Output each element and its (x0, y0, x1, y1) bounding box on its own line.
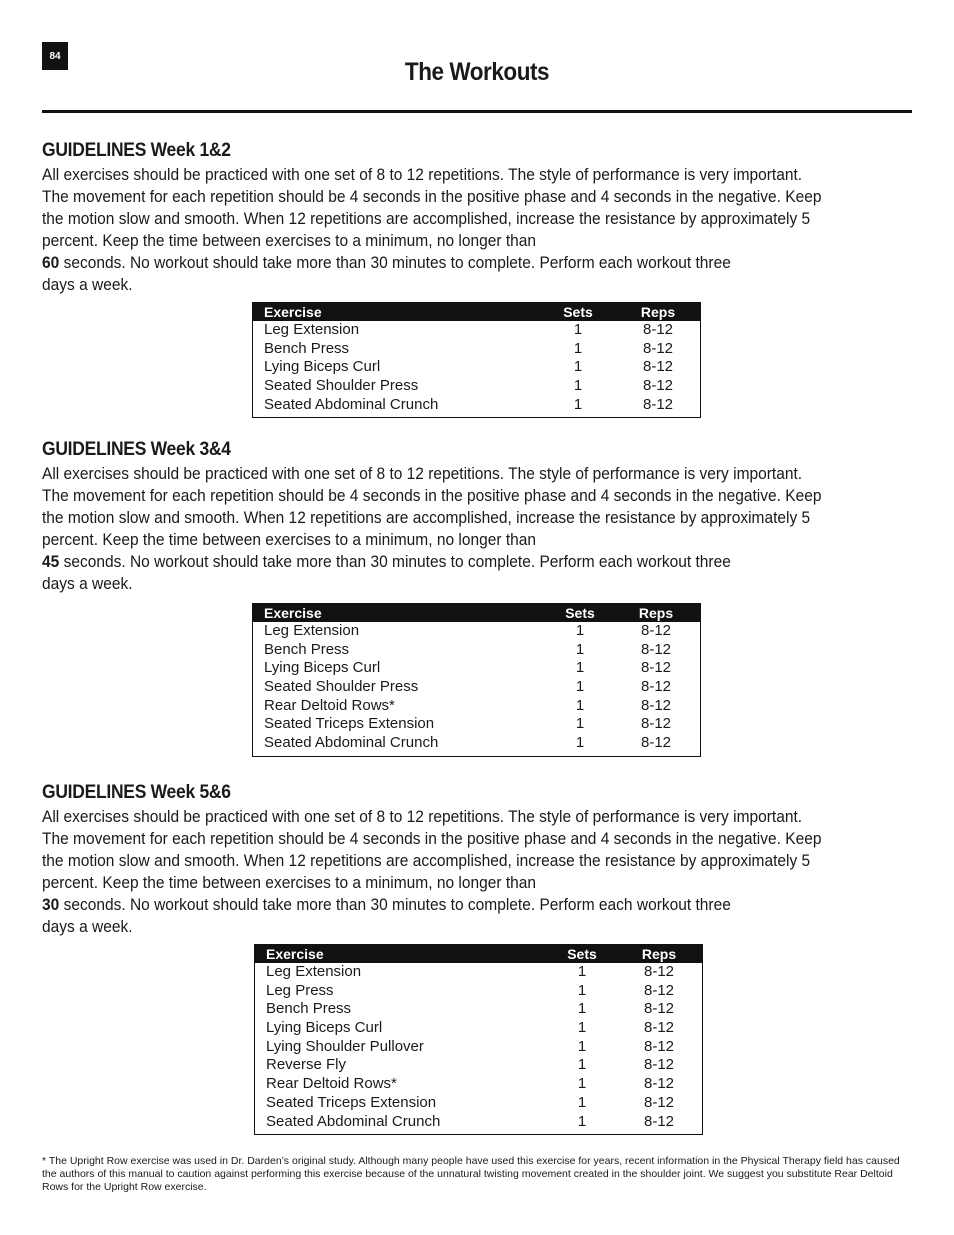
page-title: The Workouts (404, 58, 550, 86)
cell-exercise: Seated Shoulder Press (264, 678, 419, 696)
cell-reps: 8-12 (642, 377, 674, 395)
workout-table (252, 302, 701, 418)
section-paragraph (42, 164, 912, 296)
cell-reps: 8-12 (643, 1112, 675, 1130)
cell-reps: 8-12 (643, 1075, 675, 1093)
cell-reps: 8-12 (642, 321, 674, 338)
cell-exercise: Bench Press (264, 339, 350, 357)
rest-seconds-value: 60 (42, 254, 60, 272)
header-sets: Sets (567, 946, 597, 962)
paragraph-text: All exercises should be practiced with one set of 8 to 12 repetitions. The style of performance is very important. The movement for each repetition should be 4 seconds in the positive phase and 4 seconds in the negative. Keep the motion slow and smooth. When 12 repetitions are accomplished, increase the resistance by approximately 5 percent. Keep the time between exercises to a minimum, no longer than (42, 166, 822, 250)
cell-sets: 1 (575, 622, 585, 639)
header-reps: Reps (641, 946, 677, 962)
table-row (255, 1019, 702, 1038)
cell-reps: 8-12 (640, 622, 672, 639)
cell-sets: 1 (575, 696, 585, 714)
cell-exercise: Lying Shoulder Pullover (266, 1037, 424, 1055)
cell-sets: 1 (577, 1019, 587, 1037)
header-sets: Sets (563, 304, 593, 320)
paragraph-text: All exercises should be practiced with one set of 8 to 12 repetitions. The style of performance is very important. The movement for each repetition should be 4 seconds in the positive phase and 4 seconds in the negative. Keep the motion slow and smooth. When 12 repetitions are accomplished, increase the resistance by approximately 5 percent. Keep the time between exercises to a minimum, no longer than (42, 465, 822, 549)
cell-reps: 8-12 (640, 696, 672, 714)
cell-sets: 1 (577, 1056, 587, 1074)
paragraph-text-end: seconds. No workout should take more than 30 minutes to complete. Perform each workout three days a week. (42, 553, 731, 593)
cell-sets: 1 (577, 1112, 587, 1130)
cell-reps: 8-12 (640, 715, 672, 733)
table-bottom-padding (253, 753, 700, 756)
cell-sets: 1 (577, 1075, 587, 1093)
table-row (255, 982, 702, 1001)
guidelines-section (42, 140, 912, 296)
header-exercise: Exercise (264, 605, 322, 621)
cell-reps: 8-12 (640, 659, 672, 677)
section-heading: GUIDELINES Week 5&6 (42, 782, 231, 803)
guidelines-section (42, 782, 912, 938)
cell-sets: 1 (575, 734, 585, 752)
cell-exercise: Reverse Fly (266, 1056, 347, 1074)
table-row (253, 697, 700, 716)
cell-reps: 8-12 (642, 358, 674, 376)
cell-exercise: Bench Press (264, 640, 350, 658)
cell-sets: 1 (577, 1093, 587, 1111)
cell-sets: 1 (577, 1000, 587, 1018)
cell-sets: 1 (573, 395, 583, 413)
cell-exercise: Lying Biceps Curl (266, 1019, 383, 1037)
table-row (255, 1113, 702, 1132)
cell-sets: 1 (575, 678, 585, 696)
cell-sets: 1 (573, 377, 583, 395)
cell-exercise: Leg Extension (264, 321, 360, 338)
paragraph-text: All exercises should be practiced with one set of 8 to 12 repetitions. The style of performance is very important. The movement for each repetition should be 4 seconds in the positive phase and 4 seconds in the negative. Keep the motion slow and smooth. When 12 repetitions are accomplished, increase the resistance by approximately 5 percent. Keep the time between exercises to a minimum, no longer than (42, 808, 822, 892)
section-heading: GUIDELINES Week 3&4 (42, 439, 231, 460)
table-row (253, 734, 700, 753)
cell-exercise: Rear Deltoid Rows* (264, 696, 395, 714)
table-row (253, 377, 700, 396)
cell-reps: 8-12 (640, 678, 672, 696)
cell-sets: 1 (575, 715, 585, 733)
paragraph-text-end: seconds. No workout should take more than 30 minutes to complete. Perform each workout three days a week. (42, 254, 731, 294)
header-sets: Sets (565, 605, 595, 621)
table-row (255, 1075, 702, 1094)
table-row (255, 1094, 702, 1113)
cell-sets: 1 (573, 339, 583, 357)
cell-sets: 1 (577, 963, 587, 980)
cell-sets: 1 (577, 1037, 587, 1055)
header-exercise: Exercise (264, 304, 322, 320)
cell-reps: 8-12 (643, 1019, 675, 1037)
cell-exercise: Bench Press (266, 1000, 352, 1018)
cell-exercise: Seated Abdominal Crunch (264, 734, 439, 752)
header-reps: Reps (640, 304, 676, 320)
table-bottom-padding (253, 414, 700, 417)
cell-exercise: Rear Deltoid Rows* (266, 1075, 397, 1093)
table-row (253, 622, 700, 641)
rest-seconds-value: 45 (42, 553, 60, 571)
table-bottom-padding (255, 1131, 702, 1134)
table-row (255, 1056, 702, 1075)
paragraph-text-end: seconds. No workout should take more than 30 minutes to complete. Perform each workout three days a week. (42, 896, 731, 936)
cell-exercise: Seated Abdominal Crunch (264, 395, 439, 413)
table-header-row (255, 945, 702, 963)
table-row (253, 340, 700, 359)
cell-exercise: Lying Biceps Curl (264, 659, 381, 677)
table-row (253, 659, 700, 678)
section-paragraph (42, 806, 912, 938)
cell-sets: 1 (573, 321, 583, 338)
table-row (255, 1000, 702, 1019)
cell-reps: 8-12 (643, 1056, 675, 1074)
cell-reps: 8-12 (640, 640, 672, 658)
guidelines-section (42, 439, 912, 595)
table-row (253, 358, 700, 377)
section-paragraph (42, 463, 912, 595)
rest-seconds-value: 30 (42, 896, 60, 914)
cell-reps: 8-12 (642, 395, 674, 413)
cell-sets: 1 (577, 981, 587, 999)
cell-exercise: Leg Extension (264, 622, 360, 639)
cell-sets: 1 (575, 659, 585, 677)
cell-exercise: Lying Biceps Curl (264, 358, 381, 376)
cell-sets: 1 (573, 358, 583, 376)
table-header-row (253, 303, 700, 321)
page-number: 84 (42, 42, 68, 70)
table-row (255, 963, 702, 982)
cell-reps: 8-12 (640, 734, 672, 752)
table-row (255, 1038, 702, 1057)
footnote: * The Upright Row exercise was used in Dr. Darden’s original study. Although many people have used this exercise for years, recent information in the Physical Therapy field has caused the authors of this manual to caution against performing this exercise because of the unnatural twisting movement created in the shoulder joint. We suggest you substitute Rear Deltoid Rows for the Upright Row exercise. (42, 1155, 900, 1193)
cell-reps: 8-12 (642, 339, 674, 357)
cell-reps: 8-12 (643, 1000, 675, 1018)
cell-exercise: Leg Press (266, 981, 334, 999)
cell-reps: 8-12 (643, 1037, 675, 1055)
table-row (253, 641, 700, 660)
cell-reps: 8-12 (643, 981, 675, 999)
cell-sets: 1 (575, 640, 585, 658)
table-row (253, 396, 700, 415)
cell-exercise: Seated Triceps Extension (266, 1093, 437, 1111)
cell-exercise: Leg Extension (266, 963, 362, 980)
cell-exercise: Seated Triceps Extension (264, 715, 435, 733)
header-reps: Reps (638, 605, 674, 621)
table-row (253, 715, 700, 734)
table-header-row (253, 604, 700, 622)
cell-reps: 8-12 (643, 1093, 675, 1111)
table-row (253, 678, 700, 697)
cell-exercise: Seated Abdominal Crunch (266, 1112, 441, 1130)
workout-table (254, 944, 703, 1135)
table-row (253, 321, 700, 340)
title-rule (42, 110, 912, 113)
header-exercise: Exercise (266, 946, 324, 962)
cell-reps: 8-12 (643, 963, 675, 980)
cell-exercise: Seated Shoulder Press (264, 377, 419, 395)
workout-table (252, 603, 701, 757)
section-heading: GUIDELINES Week 1&2 (42, 140, 231, 161)
